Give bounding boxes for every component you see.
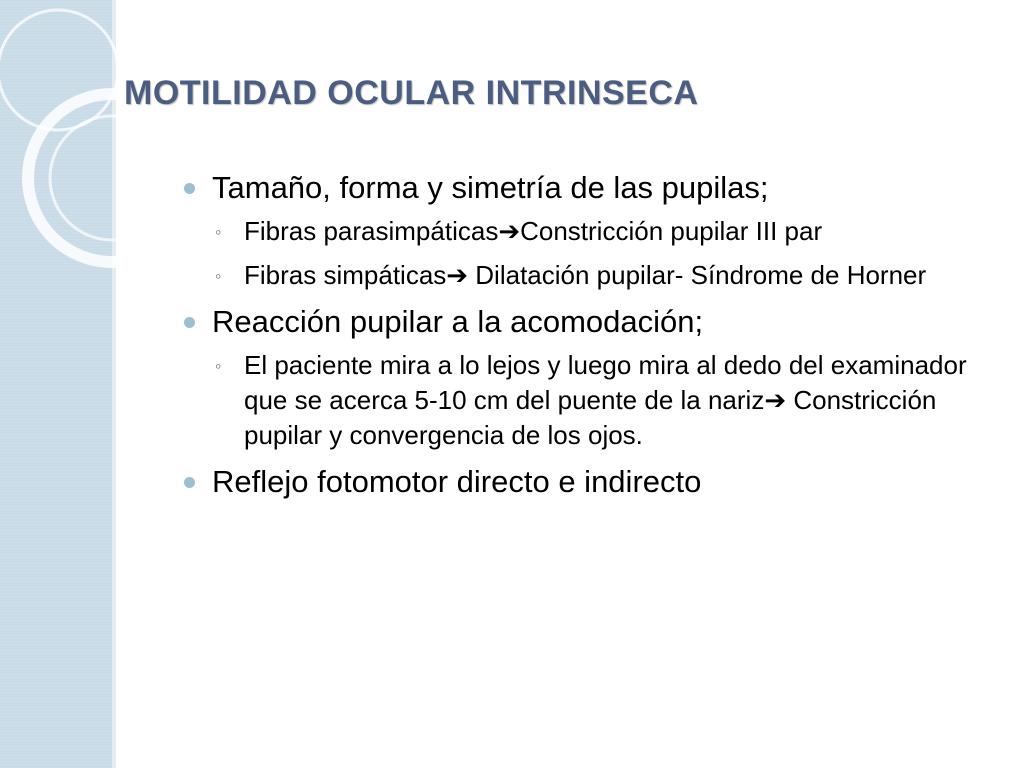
sub-text: El paciente mira a lo lejos y luego mira al dedo del examinador que se acerca 5-10 cm del puente de la nariz➔ Constricción pupilar y convergencia de los ojos.: [244, 350, 967, 450]
sub-item: [186, 258, 1004, 293]
bullet-list: [186, 168, 1004, 510]
bullet-item: [186, 168, 1004, 293]
sub-item: [186, 348, 1004, 453]
bullet-dot-icon: [184, 183, 195, 194]
bullet-text: Reacción pupilar a la acomodación;: [212, 304, 704, 339]
sub-bullet-icon: ◦: [215, 356, 222, 376]
sub-bullet-icon: ◦: [215, 266, 222, 286]
concentric-rings-decoration: [0, 0, 200, 290]
sub-list: [186, 214, 1004, 293]
bullet-text: Tamaño, forma y simetría de las pupilas;: [212, 170, 769, 205]
bullet-dot-icon: [184, 477, 195, 488]
sub-item: [186, 214, 1004, 249]
bullet-item: [186, 462, 1004, 502]
bullet-dot-icon: [184, 317, 195, 328]
bullet-text: Reflejo fotomotor directo e indirecto: [212, 464, 702, 499]
sub-bullet-icon: ◦: [215, 222, 222, 242]
bullet-item: [186, 302, 1004, 453]
sub-text: Fibras parasimpáticas➔Constricción pupilar III par: [244, 216, 823, 246]
sub-list: [186, 348, 1004, 453]
slide-title: MOTILIDAD OCULAR INTRINSECA: [124, 74, 699, 112]
sub-text: Fibras simpáticas➔ Dilatación pupilar- Síndrome de Horner: [244, 260, 927, 290]
